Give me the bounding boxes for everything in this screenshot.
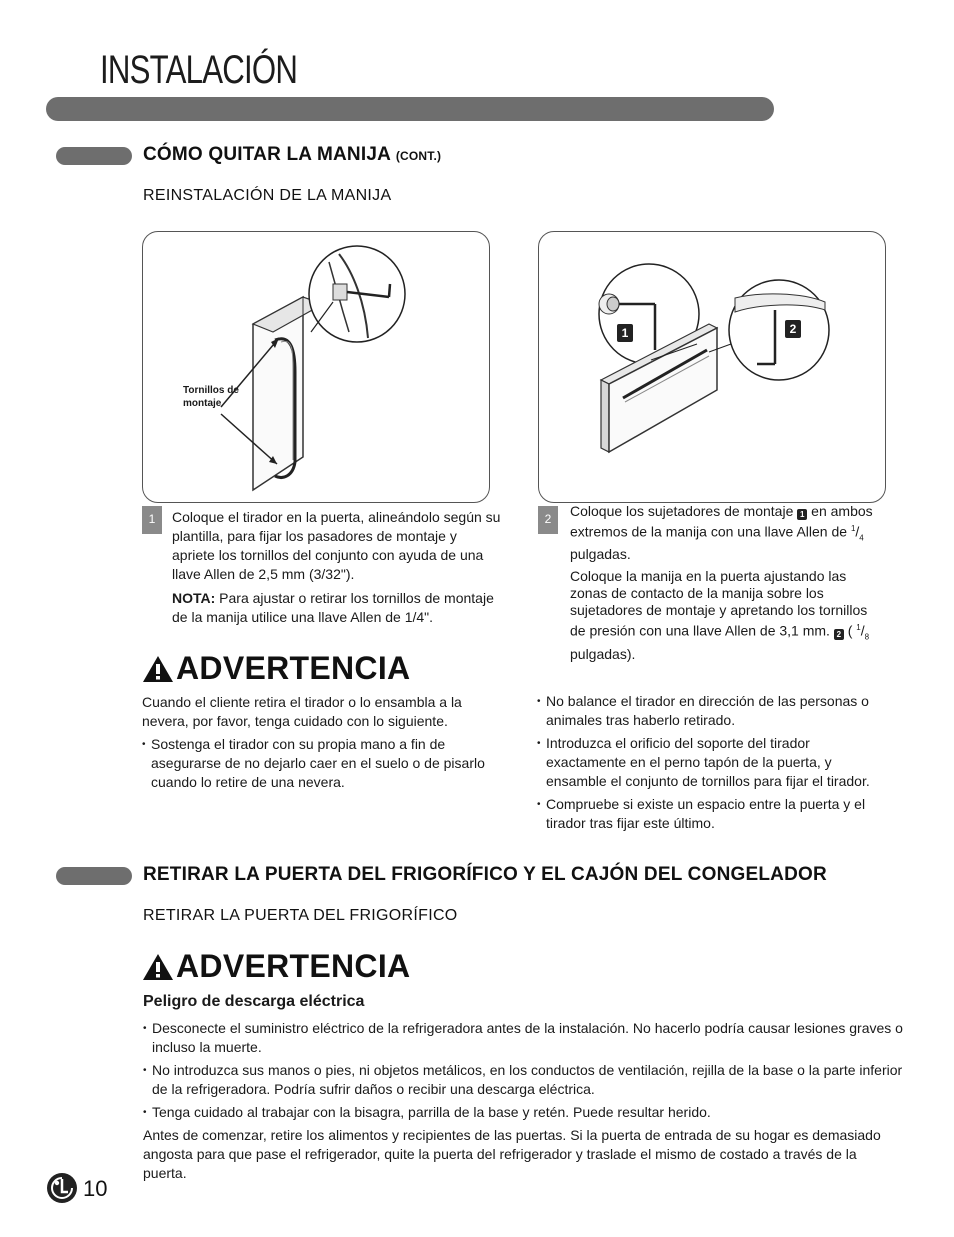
- page-number: 10: [83, 1176, 108, 1201]
- fraction-denominator: 4: [859, 533, 864, 543]
- title-bar: [46, 97, 774, 121]
- fraction-numerator: 1: [856, 623, 861, 633]
- warning-1-bullet: • No balance el tirador en dirección de las personas o animales tras haberlo retirado.: [537, 692, 893, 730]
- figure-1-panel: [142, 231, 490, 503]
- warning-2-paragraph: Antes de comenzar, retire los alimentos y recipientes de las puertas. Si la puerta de entrada de su hogar es demasiado angosta para que pase el refrigerador, quite la puerta del refrigerador y traslade el mismo de costado a través de la puerta.: [143, 1127, 881, 1181]
- section-heading-text: CÓMO QUITAR LA MANIJA: [143, 144, 391, 165]
- step-2-text: [570, 503, 876, 663]
- warning-1-intro: Cuando el cliente retira el tirador o lo ensambla a la nevera, por favor, tenga cuidado con lo siguiente.: [142, 694, 462, 729]
- step-2-p2-part-b: (: [843, 623, 857, 640]
- step-2-p1-part-a: Coloque los sujetadores de montaje: [570, 503, 798, 519]
- warning-2-subtitle: Peligro de descarga eléctrica: [143, 993, 365, 1010]
- subheading-remove-fridge-door: RETIRAR LA PUERTA DEL FRIGORÍFICO: [143, 907, 458, 924]
- warning-title-text: ADVERTENCIA: [176, 948, 411, 984]
- page-title: INSTALACIÓN: [100, 48, 298, 92]
- section-heading-remove-handle: [143, 144, 441, 166]
- warning-1-right-column: [537, 692, 893, 833]
- step-2-p2-part-a: Coloque la manija en la puerta ajustando las zonas de contacto de la manija sobre los sujetadores de montaje y apretando los tornillos de presión con una llave Allen de 3,1 mm.: [570, 568, 868, 640]
- section-pill: [56, 147, 132, 165]
- section-heading-remove-door: RETIRAR LA PUERTA DEL FRIGORÍFICO Y EL CAJÓN DEL CONGELADOR: [143, 864, 827, 885]
- warning-2-bullet: • Desconecte el suministro eléctrico de la refrigeradora antes de la instalación. No hacerlo podría causar lesiones graves o incluso la muerte.: [143, 1019, 903, 1057]
- warning-1-bullet: • Compruebe si existe un espacio entre la puerta y el tirador tras fijar este último.: [537, 795, 893, 833]
- warning-title-1: [142, 650, 410, 687]
- warning-2-bullet: • No introduzca sus manos o pies, ni objetos metálicos, en los conductos de ventilación, rejilla de la base o la parte inferior de la refrigeradora. Podría sufrir daños o recibir una descarga eléctrica.: [143, 1061, 903, 1099]
- step-1-text: [172, 508, 502, 627]
- warning-1-bullet: • Sostenga el tirador con su propia mano a fin de asegurarse de no dejarlo caer en el suelo o de pisarlo cuando lo retire de una nevera.: [142, 735, 507, 792]
- warning-title-text: ADVERTENCIA: [176, 650, 411, 686]
- note-text: Para ajustar o retirar los tornillos de montaje de la manija utilice una llave Allen de 1/4".: [172, 590, 494, 625]
- subheading-reinstall: REINSTALACIÓN DE LA MANIJA: [143, 187, 392, 204]
- callout-line-1: Tornillos de: [183, 385, 239, 396]
- fraction-numerator: 1: [850, 524, 856, 533]
- warning-icon: [142, 654, 174, 684]
- section-heading-suffix: (CONT.): [395, 149, 442, 163]
- lg-logo-icon: [46, 1172, 78, 1204]
- fraction-denominator: 8: [864, 632, 870, 642]
- warning-2-body: [143, 1019, 903, 1183]
- figure-2-panel: [538, 231, 886, 503]
- figure-1-illustration: [143, 232, 489, 502]
- inline-badge-1: 1: [797, 509, 807, 520]
- step-2-paragraph-2: Coloque la manija en la puerta ajustando las zonas de contacto de la manija sobre los sujetadores de montaje y apretando los tornillos de presión con una llave Allen de 3,1 mm. 2 ( $^1/_8$ pulgadas).: [570, 568, 870, 662]
- figure-badge-1: 1: [617, 324, 633, 342]
- step-2-p1-part-b: en ambos extremos de la manija con una llave Allen de: [570, 503, 873, 540]
- section-pill: [56, 867, 132, 885]
- warning-1-bullet: • Introduzca el orificio del soporte del tirador exactamente en el perno tapón de la puerta, y ensamble el conjunto de tornillos para fijar el tirador.: [537, 734, 893, 791]
- warning-2-bullet: • Tenga cuidado al trabajar con la bisagra, parrilla de la base y retén. Puede resultar herido.: [143, 1103, 903, 1122]
- figure-badge-2: 2: [785, 320, 801, 338]
- step-2-p1-part-c: pulgadas.: [570, 546, 631, 563]
- callout-mounting-screws: [183, 384, 239, 410]
- step-1-number: 1: [142, 506, 162, 534]
- callout-line-2: montaje: [183, 398, 222, 409]
- step-1-instructions: Coloque el tirador en la puerta, alineándolo según su plantilla, para fijar los pasadores de montaje y apriete los tornillos del conjunto con ayuda de una llave Allen de 2,5 mm (3/32").: [172, 509, 501, 582]
- figure-2-illustration: [539, 232, 885, 502]
- warning-icon: [142, 952, 174, 982]
- step-1-note: [172, 589, 502, 627]
- warning-title-2: [142, 948, 410, 985]
- note-label: NOTA:: [172, 590, 216, 606]
- step-2-p2-part-c: pulgadas).: [570, 645, 636, 662]
- inline-badge-2: 2: [834, 629, 844, 640]
- step-2-paragraph-1: Coloque los sujetadores de montaje 1 en ambos extremos de la manija con una llave Allen de $^1/_4$ pulgadas.: [570, 503, 873, 563]
- step-2-number: 2: [538, 506, 558, 534]
- warning-1-left-column: [142, 693, 507, 792]
